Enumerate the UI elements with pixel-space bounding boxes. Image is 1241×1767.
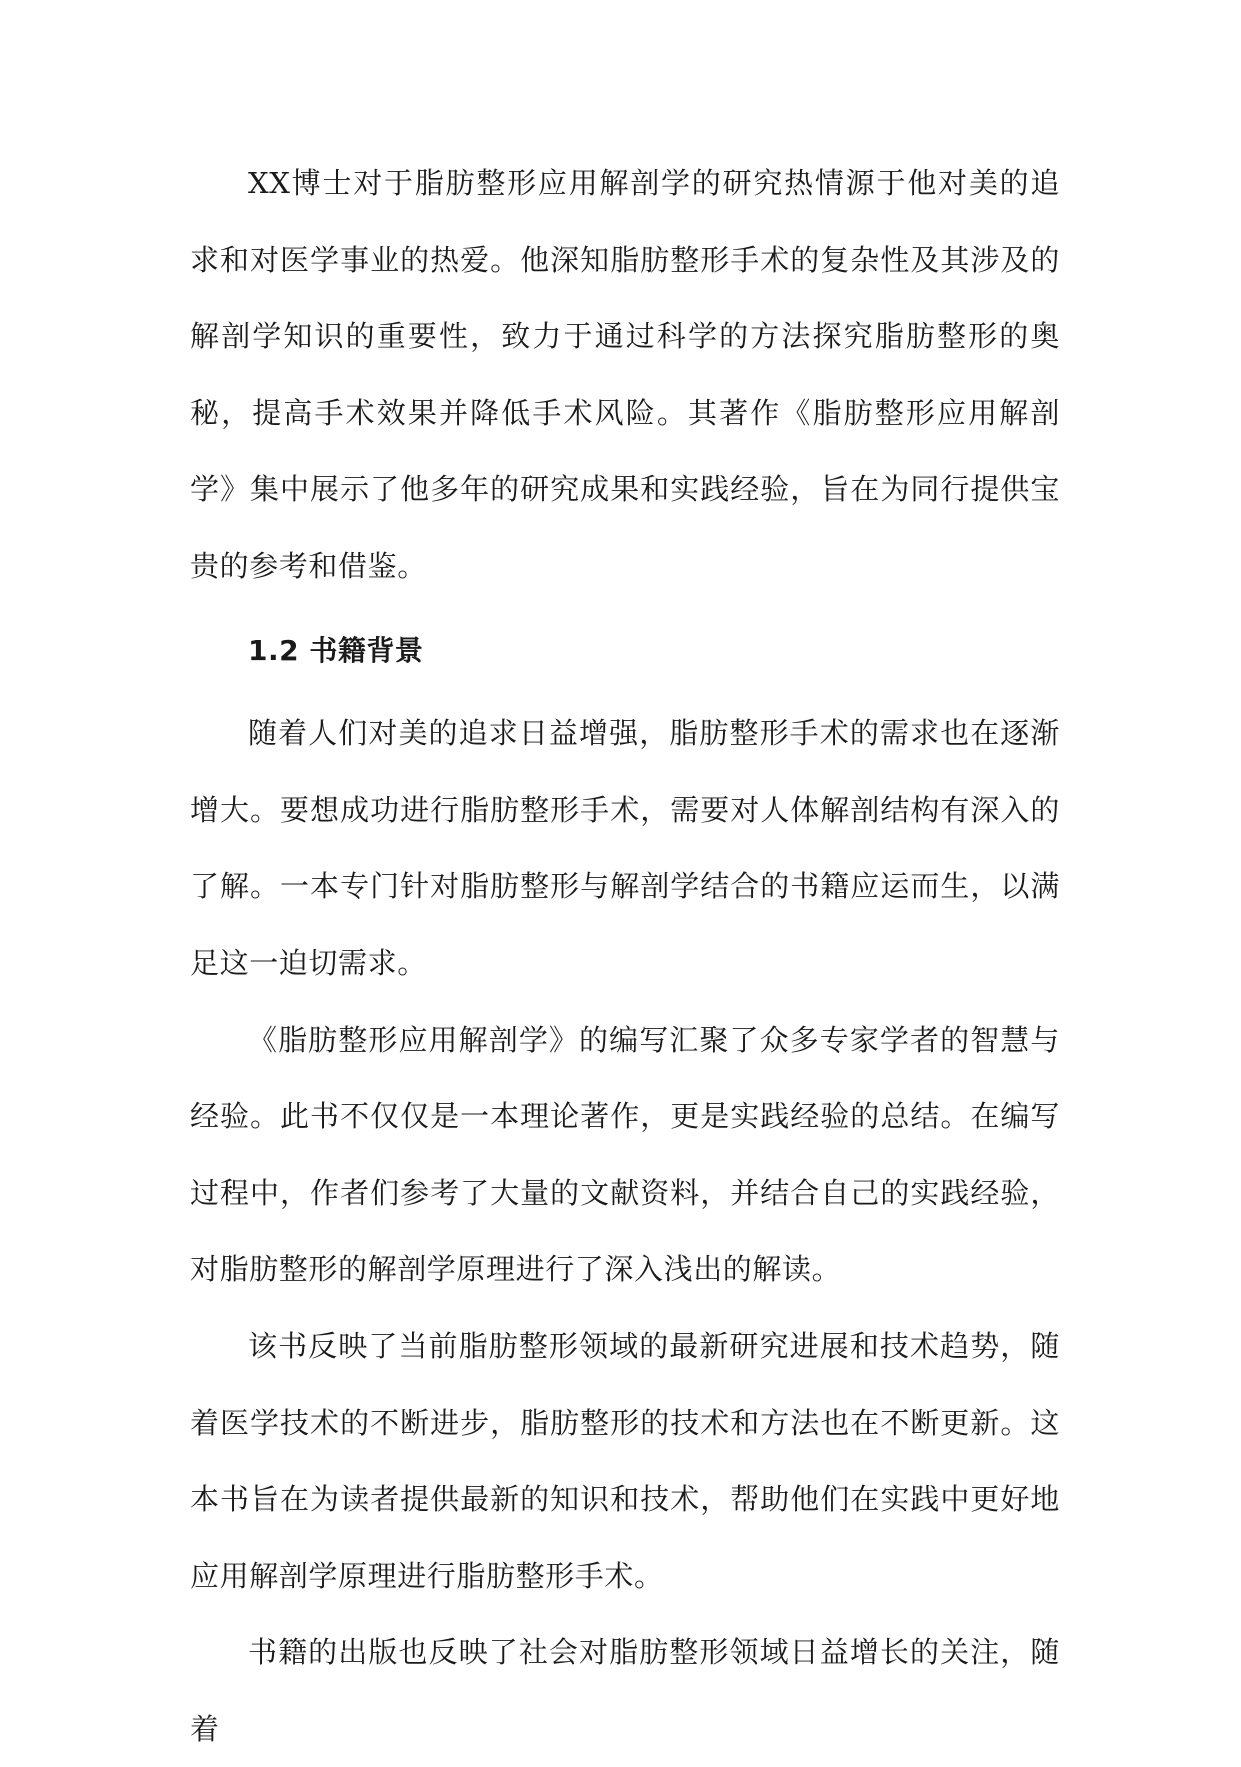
paragraph-compilation: 《脂肪整形应用解剖学》的编写汇聚了众多专家学者的智慧与经验。此书不仅仅是一本理论著作，更是实践经验的总结。在编写过程中，作者们参考了大量的文献资料，并结合自己的实践经验，对脂肪整形的解剖学原理进行了深入浅出的解读。: [190, 1022, 1060, 1287]
document-body: [190, 145, 1060, 1767]
paragraph-social-attention: 书籍的出版也反映了社会对脂肪整形领域日益增长的关注，随着: [190, 1635, 1060, 1746]
paragraph-demand: 随着人们对美的追求日益增强，脂肪整形手术的需求也在逐渐增大。要想成功进行脂肪整形手术，需要对人体解剖结构有深入的了解。一本专门针对脂肪整形与解剖学结合的书籍应运而生，以满足这一迫切需求。: [190, 716, 1060, 980]
section-heading: 1.2 书籍背景: [248, 633, 424, 667]
paragraph-research-trends: 该书反映了当前脂肪整形领域的最新研究进展和技术趋势，随着医学技术的不断进步，脂肪整形的技术和方法也在不断更新。这本书旨在为读者提供最新的知识和技术，帮助他们在实践中更好地应用解剖学原理进行脂肪整形手术。: [190, 1328, 1060, 1593]
paragraph-author-motivation: XX博士对于脂肪整形应用解剖学的研究热情源于他对美的追求和对医学事业的热爱。他深知脂肪整形手术的复杂性及其涉及的解剖学知识的重要性，致力于通过科学的方法探究脂肪整形的奥秘，提高手术效果并降低手术风险。其著作《脂肪整形应用解剖学》集中展示了他多年的研究成果和实践经验，旨在为同行提供宝贵的参考和借鉴。: [190, 166, 1060, 583]
